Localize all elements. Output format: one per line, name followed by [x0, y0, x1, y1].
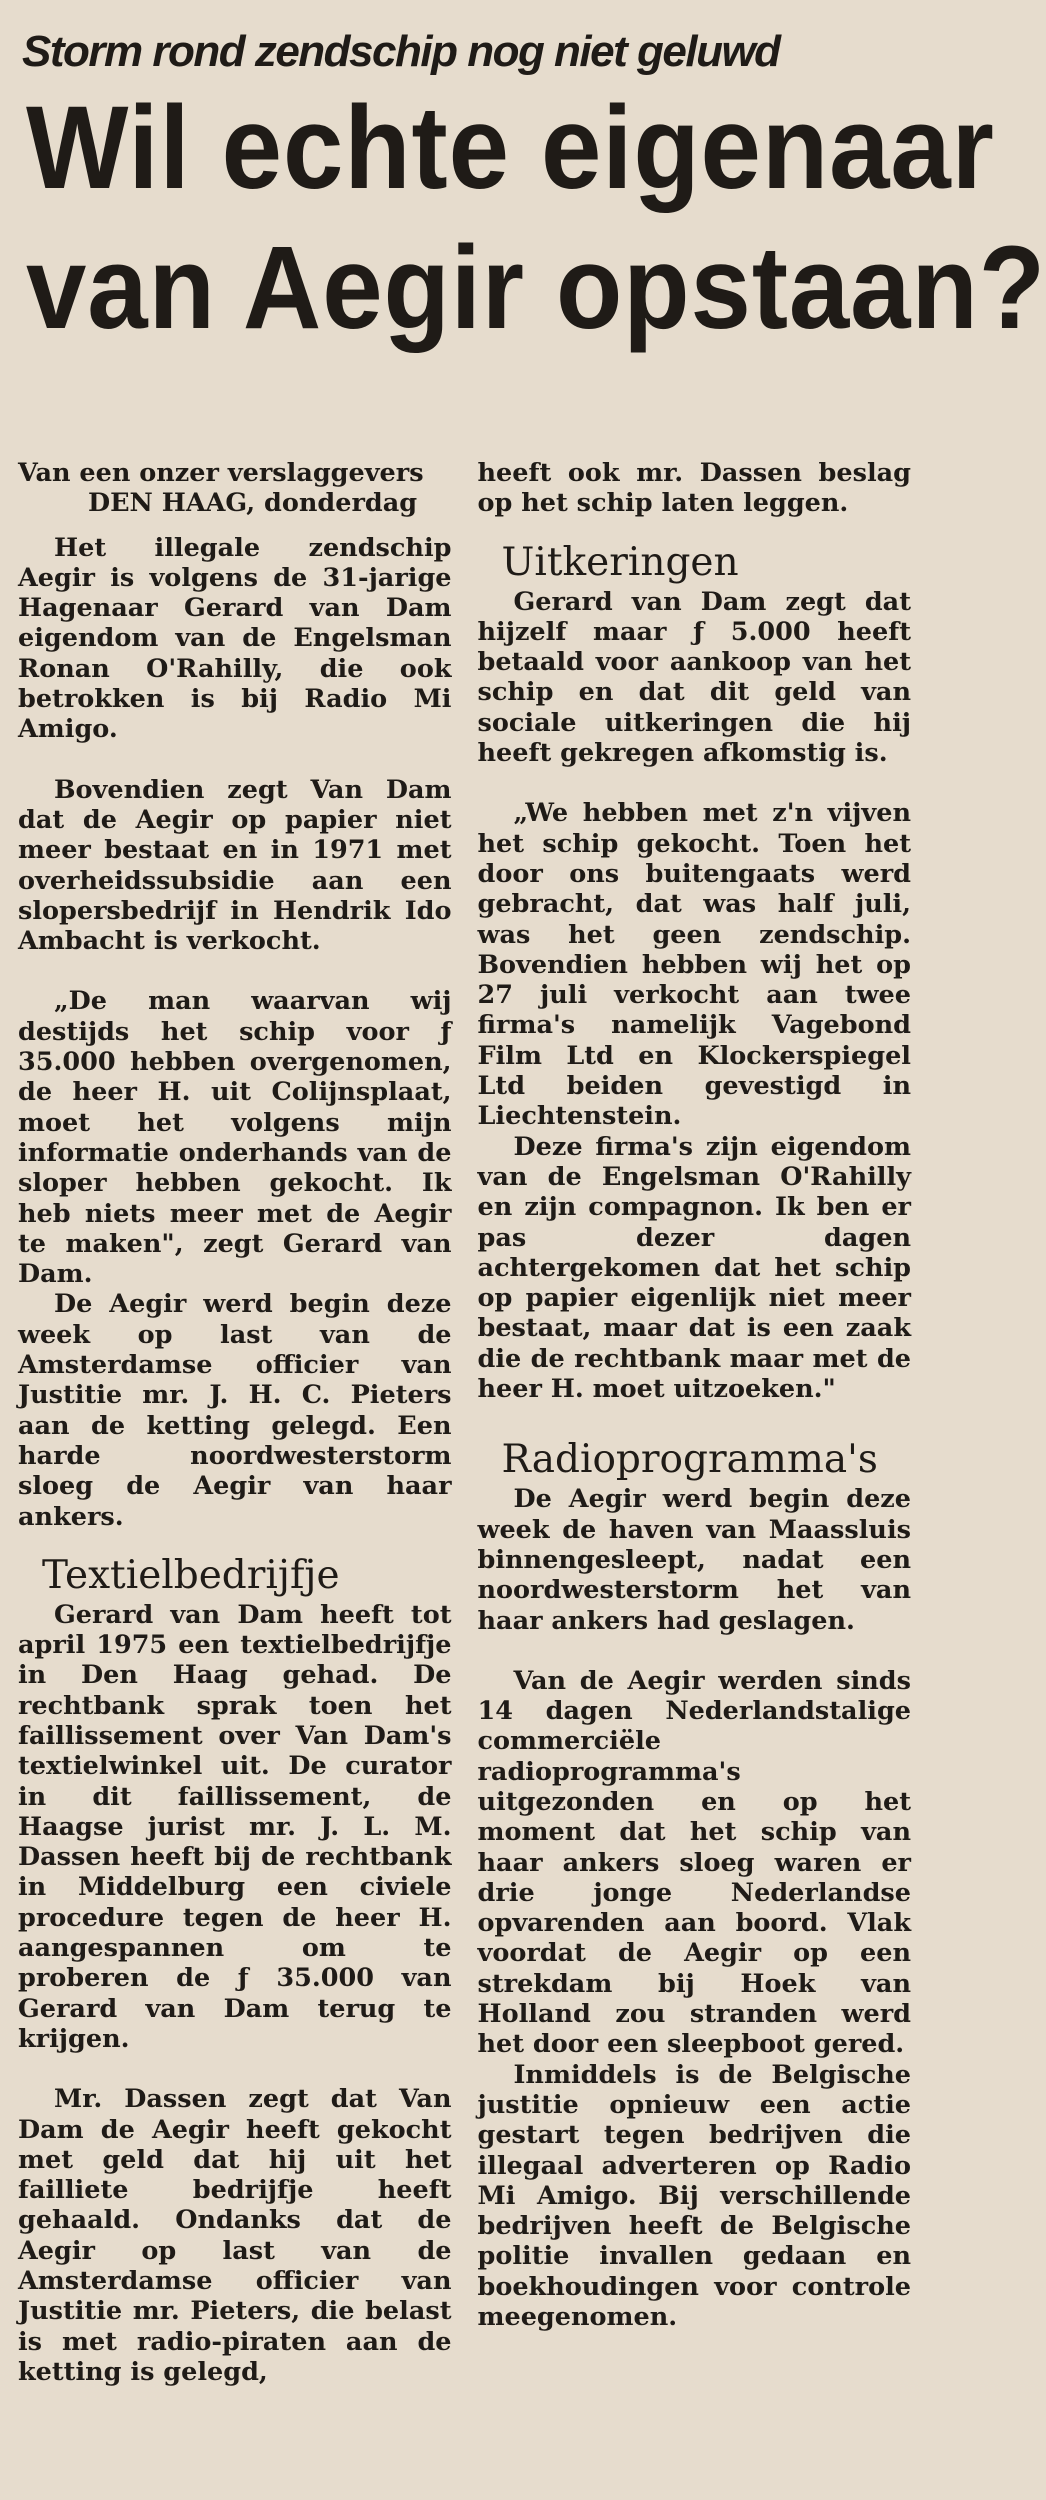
headline-line-2: van Aegir opstaan? — [26, 222, 1046, 355]
paragraph: Van de Aegir werden sinds 14 dagen Nederlandstalige commerciële radioprogramma's uitgezonden en op het moment dat het schip van haar ankers sloeg waren er drie jonge Nederlandse opvarenden aan boord. Vlak voordat de Aegir op een strekdam bij Hoek van Holland zou stranden werd het door een sleepboot gered. — [477, 1665, 911, 2060]
paragraph: Gerard van Dam heeft tot april 1975 een textielbedrijfje in Den Haag gehad. De rechtbank sprak toen het faillissement over Van Dam's textielwinkel uit. De curator in dit faillissement, de Haagse jurist mr. J. L. M. Dassen heeft bij de rechtbank in Middelburg een civiele procedure tegen de heer H. aangespannen om te proberen de ƒ 35.000 van Gerard van Dam terug te krijgen. — [18, 1599, 452, 2054]
paragraph: Bovendien zegt Van Dam dat de Aegir op papier niet meer bestaat en in 1971 met overheidssubsidie aan een slopersbedrijf in Hendrik Ido Ambacht is verkocht. — [18, 774, 452, 957]
byline: Van een onzer verslaggevers — [18, 458, 424, 488]
headline-line-1: Wil echte eigenaar — [26, 82, 995, 215]
paragraph: Inmiddels is de Belgische justitie opnieuw een actie gestart tegen bedrijven die illegaal adverteren op Radio Mi Amigo. Bij verschillende bedrijven heeft de Belgische politie invallen gedaan en boekhoudingen voor controle meegenomen. — [477, 2059, 911, 2333]
paragraph: Mr. Dassen zegt dat Van Dam de Aegir heeft gekocht met geld dat hij uit het failliete bedrijfje heeft gehaald. Ondanks dat de Aegir op last van de Amsterdamse officier van Justitie mr. Pieters, die belast is met radio-piraten aan de ketting is gelegd, — [18, 2084, 452, 2387]
article-columns — [18, 458, 911, 2387]
paragraph: Gerard van Dam zegt dat hijzelf maar ƒ 5.000 heeft betaald voor aankoop van het schip en dat dit geld van sociale uitkeringen die hij heeft gekregen afkomstig is. — [477, 586, 911, 769]
paragraph: Deze firma's zijn eigendom van de Engelsman O'Rahilly en zijn compagnon. Ik ben er pas dezer dagen achtergekomen dat het schip op papier eigenlijk niet meer bestaat, maar dat is een zaak die de rechtbank maar met de heer H. moet uitzoeken." — [477, 1131, 911, 1405]
paragraph: Het illegale zendschip Aegir is volgens de 31-jarige Hagenaar Gerard van Dam eigendom van de Engelsman Ronan O'Rahilly, die ook betrokken is bij Radio Mi Amigo. — [18, 532, 452, 745]
paragraph: „De man waarvan wij destijds het schip voor ƒ 35.000 hebben overgenomen, de heer H. uit Colijnsplaat, moet het volgens mijn informatie onderhands van de sloper hebben gekocht. Ik heb niets meer met de Aegir te maken", zegt Gerard van Dam. — [18, 986, 452, 1290]
column-right — [478, 458, 912, 2387]
kicker: Storm rond zendschip nog niet geluwd — [22, 27, 780, 76]
subheading-radioprogrammas: Radioprogramma's — [501, 1437, 878, 1483]
subheading-uitkeringen: Uitkeringen — [501, 539, 739, 585]
column-left — [18, 458, 452, 2387]
dateline: DEN HAAG, donderdag — [88, 488, 418, 519]
paragraph: De Aegir werd begin deze week op last van de Amsterdamse officier van Justitie mr. J. H. C. Pieters aan de ketting gelegd. Een harde noordwesterstorm sloeg de Aegir van haar ankers. — [18, 1289, 452, 1532]
subheading-textielbedrijfje: Textielbedrijfje — [42, 1552, 340, 1598]
paragraph: „We hebben met z'n vijven het schip gekocht. Toen het door ons buitengaats werd gebracht, dat was half juli, was het geen zendschip. Bovendien hebben wij het op 27 juli verkocht aan twee firma's namelijk Vagebond Film Ltd en Klockerspiegel Ltd beiden gevestigd in Liechtenstein. — [477, 798, 911, 1132]
paragraph: heeft ook mr. Dassen beslag op het schip laten leggen. — [477, 458, 911, 519]
paragraph: De Aegir werd begin deze week de haven van Maassluis binnengesleept, nadat een noordwesterstorm het van haar ankers had geslagen. — [477, 1484, 911, 1636]
